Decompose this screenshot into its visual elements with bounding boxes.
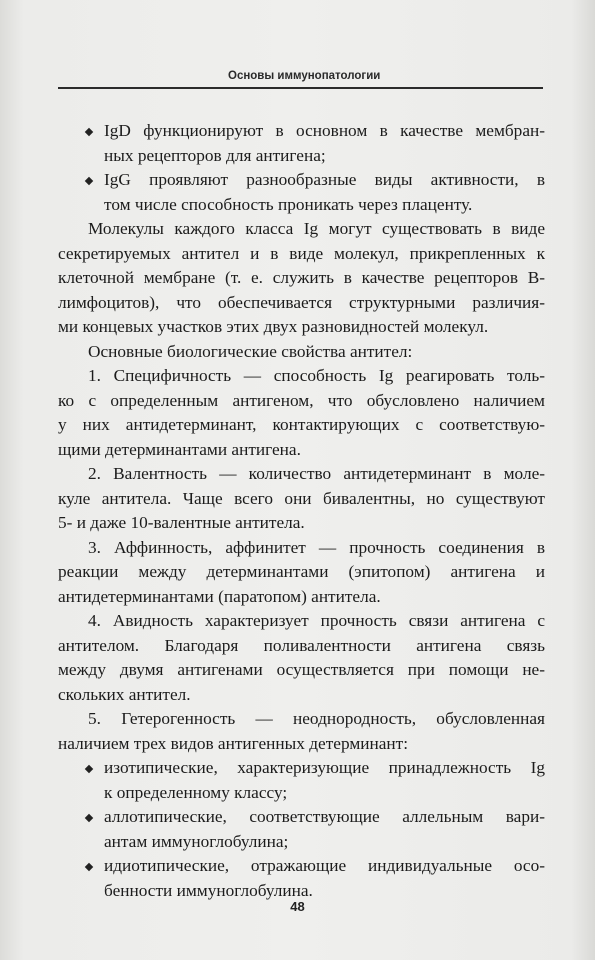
bullet-text: идиотипические, отражающие индивидуальные осо-	[104, 856, 545, 875]
bullet-item	[58, 756, 545, 781]
text-line: ми концевых участков этих двух разновидностей молекул.	[58, 317, 489, 336]
bullet-text: аллотипические, соответствующие аллельным вари-	[104, 807, 545, 826]
paragraph-first-line: 3. Аффинность, аффинитет — прочность соединения в	[88, 537, 545, 557]
text-line: ко с определенным антигеном, что обусловлено наличием	[58, 390, 545, 410]
text-line: клеточной мембране (т. е. служить в качестве рецепторов В-	[58, 268, 545, 287]
bullet-text: IgD функционируют в основном в качестве мембран-	[104, 121, 545, 140]
bullet-text: изотипические, характеризующие принадлежность Ig	[104, 758, 545, 777]
bullet-item	[58, 805, 545, 830]
bullet-text: бенности иммуноглобулина.	[104, 880, 313, 900]
page-number: 48	[290, 899, 305, 914]
text-line: скольких антител.	[58, 684, 191, 704]
header-rule	[58, 87, 543, 89]
diamond-bullet-icon	[85, 128, 93, 136]
text-line: щими детерминантами антигена.	[58, 439, 301, 459]
running-header-title: Основы иммунопатологии	[228, 70, 381, 82]
text-line: между двумя антигенами осуществляется при помощи не-	[58, 660, 545, 679]
bullet-item	[58, 168, 545, 193]
bullet-text: к определенному классу;	[104, 782, 288, 802]
paragraph-first-line: Молекулы каждого класса Ig могут существовать в виде	[88, 219, 545, 238]
text-line: у них антидетерминант, контактирующих с соответствую-	[58, 415, 545, 434]
bullet-text: ных рецепторов для антигена;	[104, 145, 326, 165]
bullet-continuation	[58, 144, 545, 169]
text-line: секретируемых антител и в виде молекул, прикрепленных к	[58, 243, 545, 263]
bullet-continuation	[58, 830, 545, 855]
paragraph-first-line: 4. Авидность характеризует прочность связи антигена с	[88, 611, 545, 630]
diamond-bullet-icon	[85, 177, 93, 185]
bullet-text: том числе способность проникать через плаценту.	[104, 194, 473, 214]
paragraph-first-line: 2. Валентность — количество антидетерминант в моле-	[88, 464, 545, 483]
text-line: антителом. Благодаря поливалентности антигена связь	[58, 635, 545, 655]
text-line: наличием трех видов антигенных детерминант:	[58, 733, 409, 753]
body-text	[58, 119, 545, 903]
paragraph-first-line: Основные биологические свойства антител:	[88, 341, 413, 361]
diamond-bullet-icon	[85, 863, 93, 871]
text-line: реакции между детерминантами (эпитопом) антигена и	[58, 562, 545, 581]
bullet-text: антам иммуноглобулина;	[104, 831, 289, 851]
bullet-continuation	[58, 781, 545, 806]
text-line: 5- и даже 10-валентные антитела.	[58, 513, 305, 532]
diamond-bullet-icon	[85, 765, 93, 773]
text-line: антидетерминантами (паратопом) антитела.	[58, 586, 381, 606]
paragraph-first-line: 1. Специфичность — способность Ig реагировать толь-	[88, 366, 545, 385]
bullet-text: IgG проявляют разнообразные виды активности, в	[104, 170, 545, 189]
bullet-item	[58, 119, 545, 144]
text-line: куле антитела. Чаще всего они бивалентны, но существуют	[58, 488, 545, 508]
diamond-bullet-icon	[85, 814, 93, 822]
bullet-continuation	[58, 193, 545, 218]
bullet-item	[58, 854, 545, 879]
text-line: лимфоцитов), что обеспечивается структурными различия-	[58, 292, 545, 312]
paragraph-first-line: 5. Гетерогенность — неоднородность, обусловленная	[88, 709, 545, 728]
